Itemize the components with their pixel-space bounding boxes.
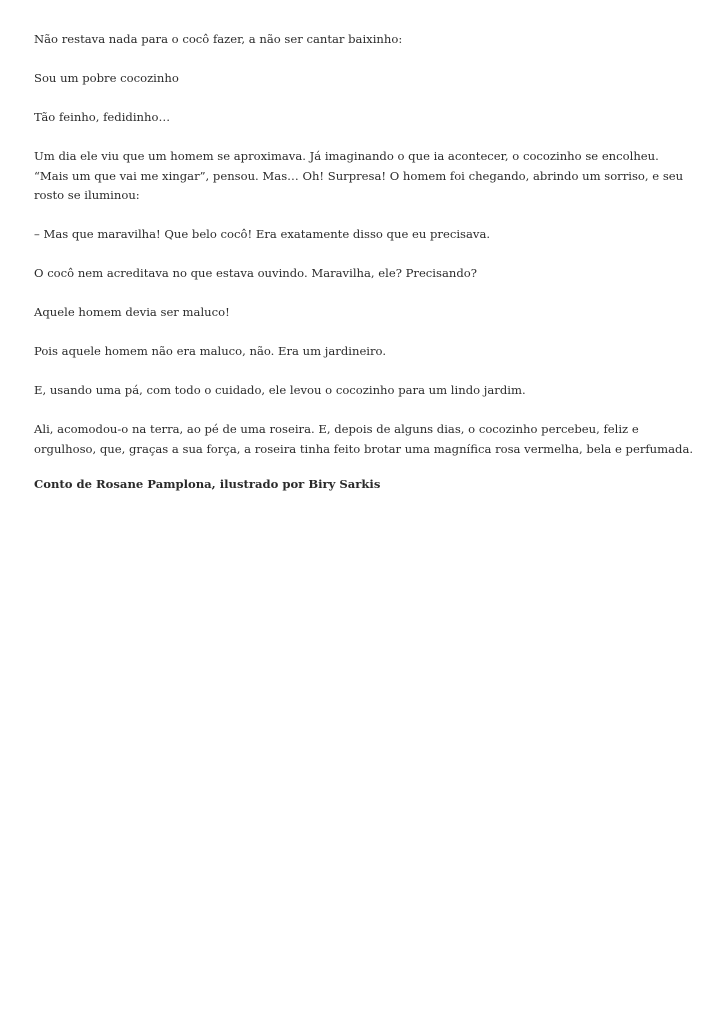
story-credit: Conto de Rosane Pamplona, ilustrado por Biry Sarkis bbox=[34, 476, 381, 491]
paragraph-song-intro: Não restava nada para o cocô fazer, a não ser cantar baixinho: bbox=[34, 32, 403, 46]
paragraph-crazy-man: Aquele homem devia ser maluco! bbox=[34, 305, 230, 319]
paragraph-shovel: E, usando uma pá, com todo o cuidado, ele levou o cocozinho para um lindo jardim. bbox=[34, 383, 526, 397]
paragraph-poo-disbelief: O cocô nem acreditava no que estava ouvindo. Maravilha, ele? Precisando? bbox=[34, 266, 477, 280]
paragraph-man-approaches: Um dia ele viu que um homem se aproximava. Já imaginando o que ia acontecer, o cocozinho se encolheu. “Mais um que vai me xingar”, pensou. Mas… Oh! Surpresa! O homem foi chegando, abrindo um sorriso, e seu rosto se iluminou: bbox=[34, 149, 684, 202]
paragraph-song-line-2: Tão feinho, fedidinho… bbox=[34, 110, 171, 124]
paragraph-gardener: Pois aquele homem não era maluco, não. Era um jardineiro. bbox=[34, 344, 387, 358]
paragraph-man-speech: – Mas que maravilha! Que belo cocô! Era exatamente disso que eu precisava. bbox=[34, 227, 491, 241]
paragraph-rose: Ali, acomodou-o na terra, ao pé de uma roseira. E, depois de alguns dias, o cocozinho percebeu, feliz e orgulhoso, que, graças a sua força, a roseira tinha feito brotar uma magnífica rosa vermelha, bela e perfumada. bbox=[34, 422, 694, 456]
paragraph-song-line-1: Sou um pobre cocozinho bbox=[34, 71, 179, 85]
story-text bbox=[34, 30, 694, 514]
